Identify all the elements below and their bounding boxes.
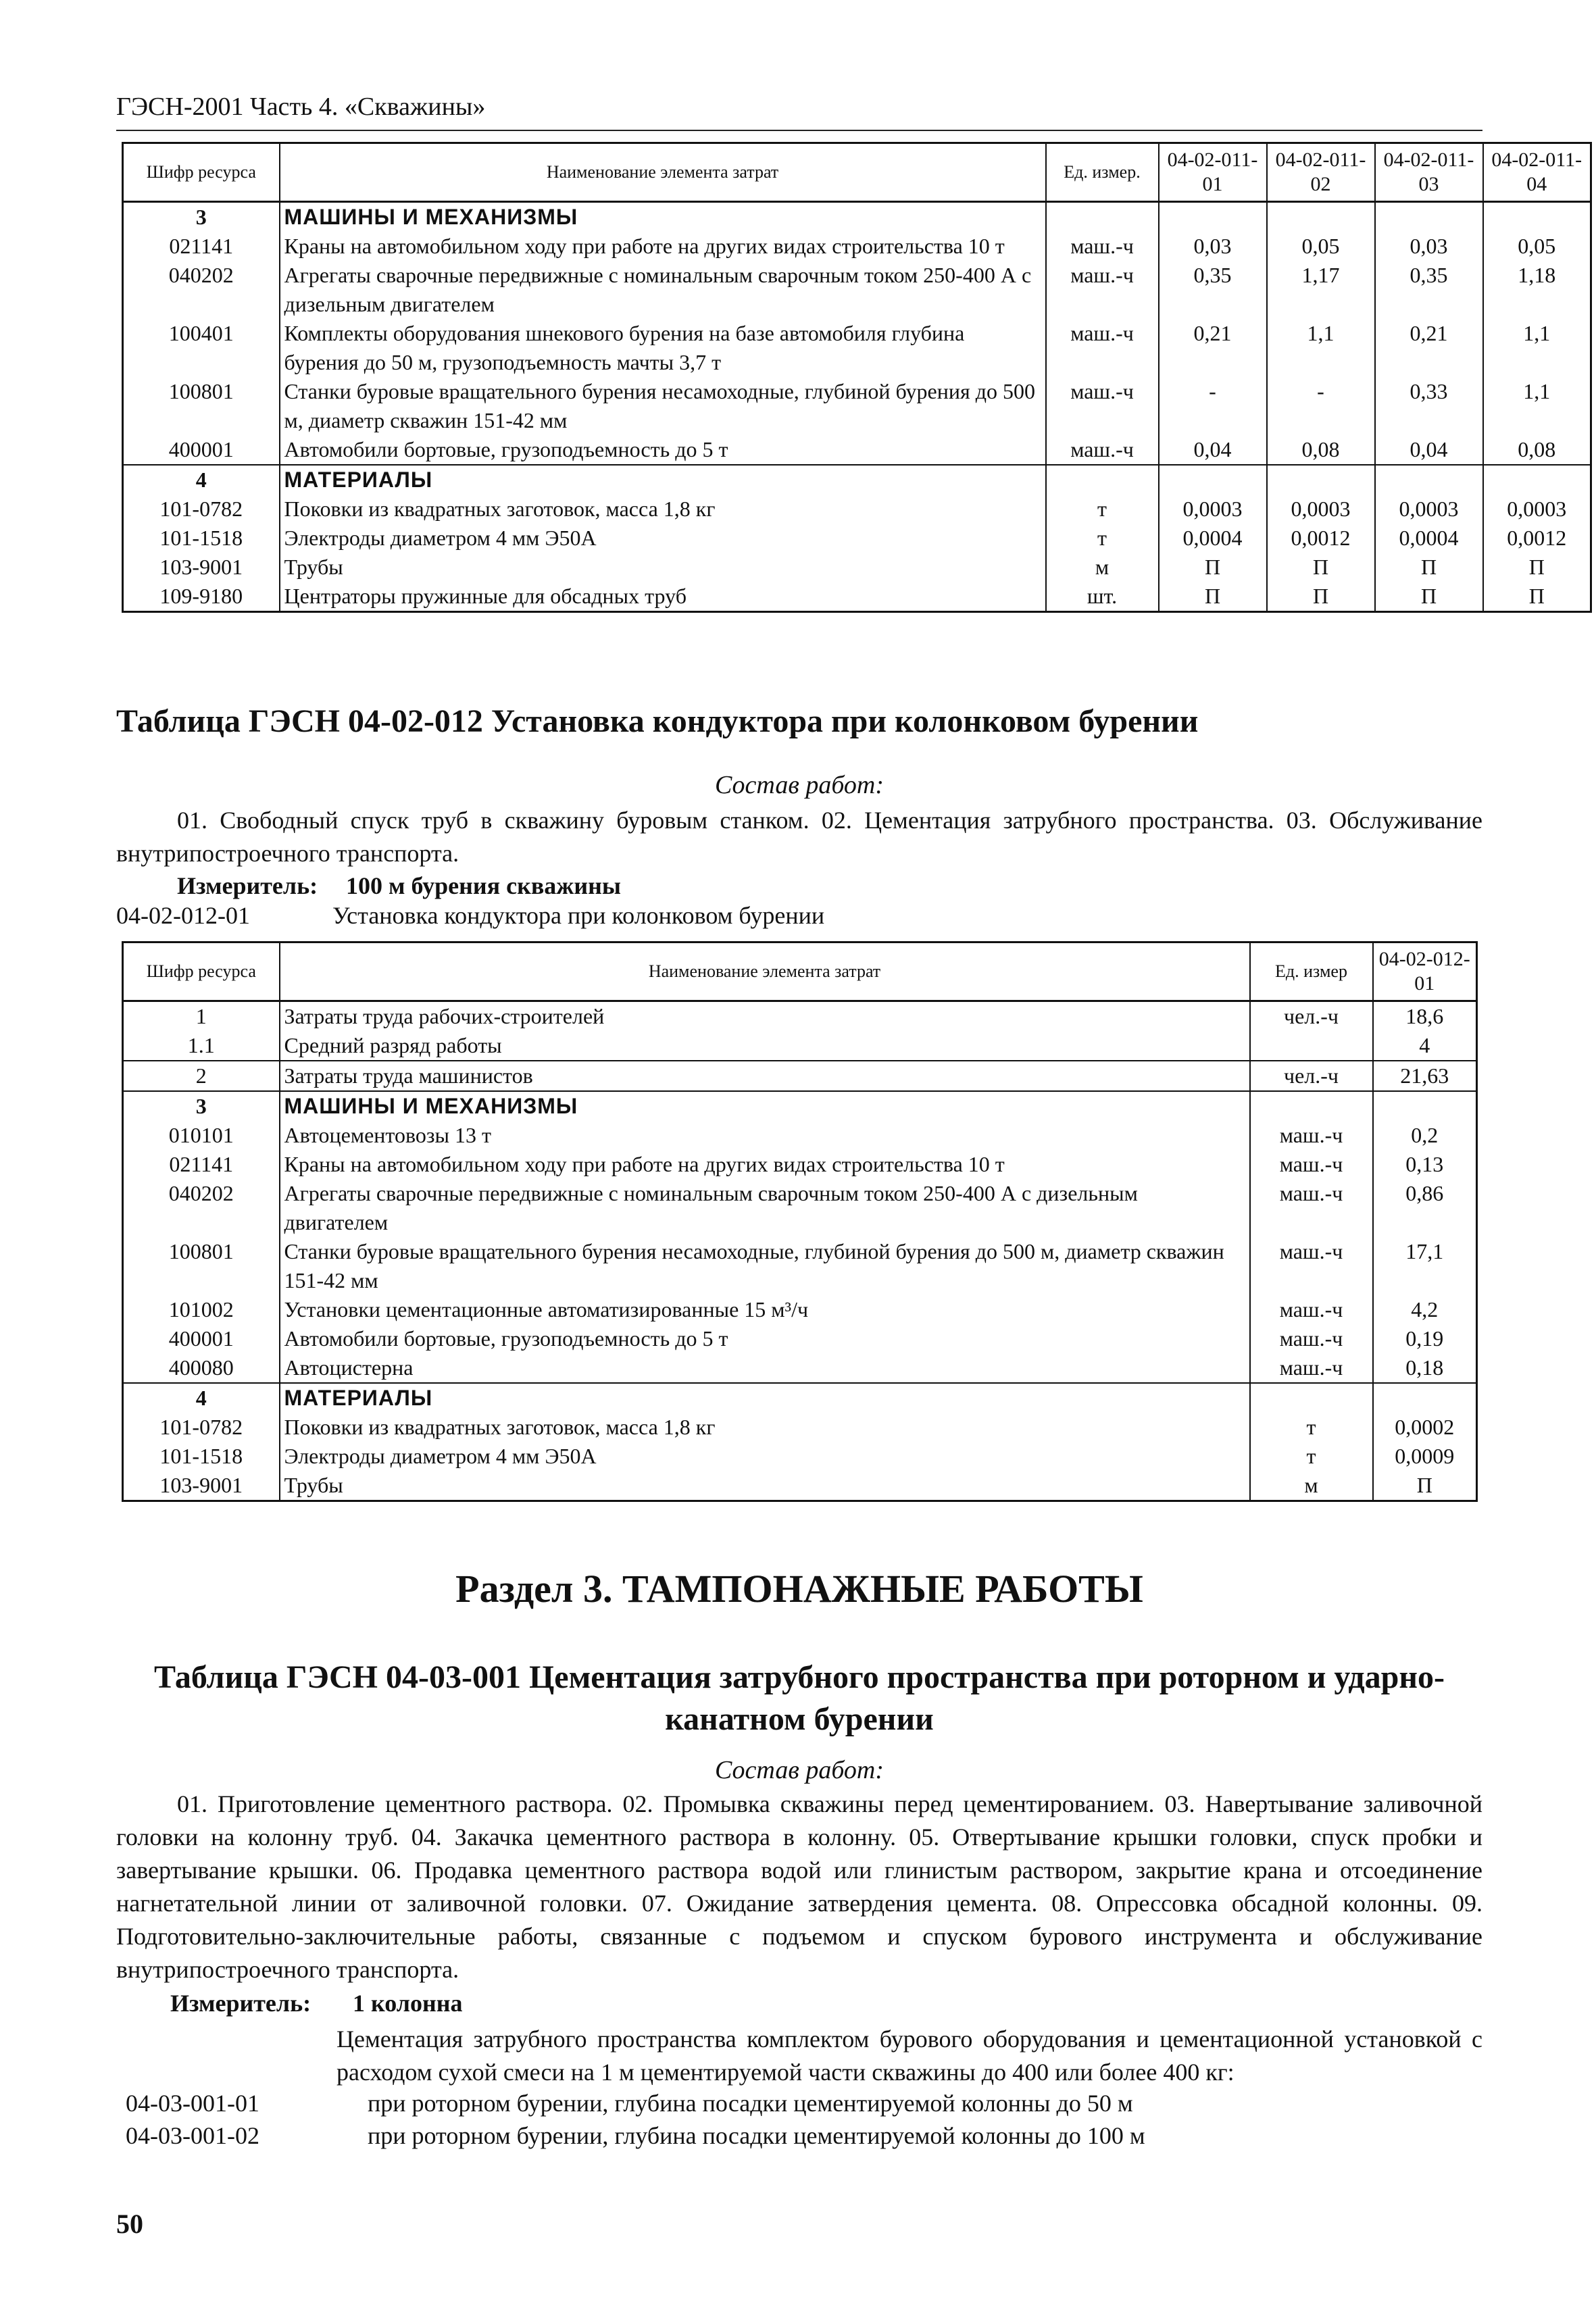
cost-element-name-cell: Электроды диаметром 4 мм Э50А xyxy=(280,524,1046,553)
table-row xyxy=(123,261,1591,319)
resource-code-cell: 4 xyxy=(123,465,280,495)
resource-code-cell: 010101 xyxy=(123,1121,280,1150)
cost-element-name-cell: Станки буровые вращательного бурения несамоходные, глубиной бурения до 500 м, диаметр скважин 151-42 мм xyxy=(280,377,1046,435)
cost-element-name-cell: Электроды диаметром 4 мм Э50А xyxy=(280,1442,1250,1471)
unit-cell: маш.-ч xyxy=(1046,261,1159,319)
table-row xyxy=(123,553,1591,582)
column-header: Шифр ресурса xyxy=(123,143,280,202)
norm-value-cell: 21,63 xyxy=(1373,1061,1477,1091)
item-code: 04-02-012-01 xyxy=(116,902,250,929)
cost-element-name-cell: Поковки из квадратных заготовок, масса 1,8 кг xyxy=(280,495,1046,524)
norm-value-cell: 0,05 xyxy=(1483,232,1591,261)
norm-value-cell: 0,0003 xyxy=(1375,495,1483,524)
resource-code-cell: 101-0782 xyxy=(123,1413,280,1442)
column-header: Наименование элемента затрат xyxy=(280,942,1250,1001)
table-title-04-03-001 xyxy=(116,1657,1482,1740)
work-composition-label: Состав работ: xyxy=(714,771,884,799)
resource-code-cell: 400001 xyxy=(123,1324,280,1353)
unit-cell: чел.-ч xyxy=(1250,1061,1373,1091)
norm-value-cell: 0,86 xyxy=(1373,1179,1477,1237)
work-composition-text: 01. Приготовление цементного раствора. 02. Промывка скважины перед цементированием. 03. Навертывание заливочной головки на колонну труб. 04. Закачка цементного раствора в колонну. 05. Отвертывание крышки головки, спуск пробки и завертывание крышки. 06. Продавка цементного раствора водой или глинистым раствором, закрытие крана и отсоединение нагнетательной линии от заливочной головки. 07. Ожидание затвердения цемента. 08. Опрессовка обсадной колонны. 09. Подготовительно-заключительные работы, связанные с подъемом и спуском бурового инструмента и обслуживание внутрипостроечного транспорта. xyxy=(116,1790,1482,1983)
norm-value-cell: 0,18 xyxy=(1373,1353,1477,1383)
norm-value-cell: П xyxy=(1373,1471,1477,1501)
norm-value-cell: 0,19 xyxy=(1373,1324,1477,1353)
cost-element-name-cell: МАТЕРИАЛЫ xyxy=(280,465,1046,495)
resource-code-cell: 3 xyxy=(123,1091,280,1121)
norm-value-cell xyxy=(1267,465,1375,495)
item-name: при роторном бурении, глубина посадки цементируемой колонны до 50 м xyxy=(368,2090,1133,2117)
table-row xyxy=(123,377,1591,435)
cost-element-name-cell: Агрегаты сварочные передвижные с номинальным сварочным током 250-400 А с дизельным двигателем xyxy=(280,261,1046,319)
unit-cell: маш.-ч xyxy=(1046,319,1159,377)
resource-code-cell: 101-0782 xyxy=(123,495,280,524)
unit-cell xyxy=(1250,1031,1373,1061)
resource-code-cell: 100801 xyxy=(123,377,280,435)
column-header: Ед. измер. xyxy=(1046,143,1159,202)
norm-value-cell: 0,08 xyxy=(1267,435,1375,465)
cost-element-name-cell: Средний разряд работы xyxy=(280,1031,1250,1061)
table-row xyxy=(123,1442,1477,1471)
table-row xyxy=(123,1471,1477,1501)
norm-value-cell: П xyxy=(1483,582,1591,612)
cost-element-name-cell: Трубы xyxy=(280,553,1046,582)
unit-cell: м xyxy=(1250,1471,1373,1501)
section-row xyxy=(123,1091,1477,1121)
section-row xyxy=(123,465,1591,495)
unit-cell: шт. xyxy=(1046,582,1159,612)
table-header-row xyxy=(123,942,1477,1001)
cost-element-name-cell: Установки цементационные автоматизированные 15 м³/ч xyxy=(280,1295,1250,1324)
norm-value-cell: 1,1 xyxy=(1483,319,1591,377)
table-body xyxy=(123,1001,1477,1501)
unit-cell: чел.-ч xyxy=(1250,1001,1373,1032)
unit-cell: маш.-ч xyxy=(1250,1179,1373,1237)
unit-cell: маш.-ч xyxy=(1046,435,1159,465)
table-row xyxy=(123,582,1591,612)
norm-value-cell: 0,04 xyxy=(1375,435,1483,465)
norm-value-cell: 0,0004 xyxy=(1159,524,1267,553)
table-row xyxy=(123,1061,1477,1091)
measure-label: Измеритель: xyxy=(170,1990,311,2017)
norm-value-cell: 0,08 xyxy=(1483,435,1591,465)
norm-value-cell: 0,0012 xyxy=(1483,524,1591,553)
table-row xyxy=(123,1353,1477,1383)
section-row xyxy=(123,202,1591,232)
column-header: 04-02-011-04 xyxy=(1483,143,1591,202)
norm-value-cell: 18,6 xyxy=(1373,1001,1477,1032)
norm-value-cell: 0,0003 xyxy=(1267,495,1375,524)
cost-element-name-cell: Поковки из квадратных заготовок, масса 1,8 кг xyxy=(280,1413,1250,1442)
norm-value-cell: 0,0003 xyxy=(1159,495,1267,524)
norm-value-cell: 0,03 xyxy=(1159,232,1267,261)
resource-code-cell: 100801 xyxy=(123,1237,280,1295)
column-header: Ед. измер xyxy=(1250,942,1373,1001)
table-row xyxy=(123,495,1591,524)
resource-code-cell: 400001 xyxy=(123,435,280,465)
measure-value: 1 колонна xyxy=(353,1990,463,2017)
cost-element-name-cell: Центраторы пружинные для обсадных труб xyxy=(280,582,1046,612)
table-row xyxy=(123,1001,1477,1032)
table-body xyxy=(123,202,1591,612)
intro-text: Цементация затрубного пространства комплектом бурового оборудования и цементационной установкой с расходом сухой смеси на 1 м цементируемой части скважины до 400 или более 400 кг: xyxy=(336,2026,1482,2086)
resource-code-cell: 2 xyxy=(123,1061,280,1091)
resource-table-04-02-012 xyxy=(122,941,1478,1502)
resource-code-cell: 1 xyxy=(123,1001,280,1032)
resource-code-cell: 101002 xyxy=(123,1295,280,1324)
norm-value-cell xyxy=(1483,465,1591,495)
unit-cell: т xyxy=(1046,495,1159,524)
norm-value-cell: П xyxy=(1159,553,1267,582)
table-row xyxy=(123,1237,1477,1295)
cost-element-name-cell: Автомобили бортовые, грузоподъемность до 5 т xyxy=(280,1324,1250,1353)
table-title-04-02-012: Таблица ГЭСН 04-02-012 Установка кондуктора при колонковом бурении xyxy=(116,703,1199,739)
norm-value-cell: 4,2 xyxy=(1373,1295,1477,1324)
norm-value-cell xyxy=(1373,1091,1477,1121)
norm-value-cell: 1,17 xyxy=(1267,261,1375,319)
measure-value: 100 м бурения скважины xyxy=(346,872,621,899)
item-code: 04-03-001-01 xyxy=(126,2090,259,2117)
norm-value-cell: 1,1 xyxy=(1483,377,1591,435)
unit-cell xyxy=(1046,202,1159,232)
column-header: 04-02-011-03 xyxy=(1375,143,1483,202)
measure-label: Измеритель: xyxy=(177,872,318,899)
resource-table-04-02-011 xyxy=(122,142,1592,613)
norm-value-cell: - xyxy=(1159,377,1267,435)
unit-cell: маш.-ч xyxy=(1046,377,1159,435)
resource-code-cell: 1.1 xyxy=(123,1031,280,1061)
running-header: ГЭСН-2001 Часть 4. «Скважины» xyxy=(116,93,486,121)
norm-value-cell: - xyxy=(1267,377,1375,435)
unit-cell: т xyxy=(1250,1413,1373,1442)
cost-element-name-cell: Затраты труда рабочих-строителей xyxy=(280,1001,1250,1032)
norm-value-cell: 0,0009 xyxy=(1373,1442,1477,1471)
norm-value-cell xyxy=(1375,202,1483,232)
norm-value-cell xyxy=(1375,465,1483,495)
resource-code-cell: 4 xyxy=(123,1383,280,1413)
norm-value-cell: 0,04 xyxy=(1159,435,1267,465)
table-row xyxy=(123,1324,1477,1353)
item-name: Установка кондуктора при колонковом бурении xyxy=(332,902,825,929)
unit-cell xyxy=(1046,465,1159,495)
unit-cell: т xyxy=(1046,524,1159,553)
column-header: Наименование элемента затрат xyxy=(280,143,1046,202)
unit-cell: м xyxy=(1046,553,1159,582)
resource-code-cell: 109-9180 xyxy=(123,582,280,612)
cost-element-name-cell: Краны на автомобильном ходу при работе на других видах строительства 10 т xyxy=(280,1150,1250,1179)
column-header: Шифр ресурса xyxy=(123,942,280,1001)
column-header: 04-02-011-01 xyxy=(1159,143,1267,202)
section-title: Раздел 3. ТАМПОНАЖНЫЕ РАБОТЫ xyxy=(455,1567,1143,1611)
cost-element-name-cell: Краны на автомобильном ходу при работе на других видах строительства 10 т xyxy=(280,232,1046,261)
cost-element-name-cell: Станки буровые вращательного бурения несамоходные, глубиной бурения до 500 м, диаметр скважин 151-42 мм xyxy=(280,1237,1250,1295)
cost-element-name-cell: Трубы xyxy=(280,1471,1250,1501)
norm-value-cell: П xyxy=(1375,553,1483,582)
table-title-line: канатном бурении xyxy=(665,1701,934,1737)
section-row xyxy=(123,1383,1477,1413)
unit-cell: маш.-ч xyxy=(1046,232,1159,261)
cost-element-name-cell: МАШИНЫ И МЕХАНИЗМЫ xyxy=(280,202,1046,232)
norm-value-cell: 0,0003 xyxy=(1483,495,1591,524)
norm-value-cell: 4 xyxy=(1373,1031,1477,1061)
table-row xyxy=(123,232,1591,261)
norm-value-cell: 0,05 xyxy=(1267,232,1375,261)
column-header: 04-02-011-02 xyxy=(1267,143,1375,202)
cost-element-name-cell: Агрегаты сварочные передвижные с номинальным сварочным током 250-400 А с дизельным двигателем xyxy=(280,1179,1250,1237)
resource-code-cell: 3 xyxy=(123,202,280,232)
norm-value-cell: 0,35 xyxy=(1159,261,1267,319)
unit-cell: маш.-ч xyxy=(1250,1121,1373,1150)
table-row xyxy=(123,1413,1477,1442)
header-rule xyxy=(116,130,1482,131)
table-row xyxy=(123,524,1591,553)
unit-cell: маш.-ч xyxy=(1250,1295,1373,1324)
norm-value-cell: П xyxy=(1375,582,1483,612)
page-number: 50 xyxy=(116,2209,143,2239)
unit-cell: т xyxy=(1250,1442,1373,1471)
resource-code-cell: 400080 xyxy=(123,1353,280,1383)
norm-value-cell xyxy=(1373,1383,1477,1413)
norm-value-cell: П xyxy=(1267,553,1375,582)
norm-value-cell: П xyxy=(1483,553,1591,582)
unit-cell: маш.-ч xyxy=(1250,1324,1373,1353)
norm-value-cell: 0,2 xyxy=(1373,1121,1477,1150)
cost-element-name-cell: Комплекты оборудования шнекового бурения на базе автомобиля глубина бурения до 50 м, грузоподъемность мачты 3,7 т xyxy=(280,319,1046,377)
resource-code-cell: 040202 xyxy=(123,1179,280,1237)
cost-element-name-cell: Автомобили бортовые, грузоподъемность до 5 т xyxy=(280,435,1046,465)
unit-cell: маш.-ч xyxy=(1250,1353,1373,1383)
resource-code-cell: 021141 xyxy=(123,232,280,261)
resource-code-cell: 040202 xyxy=(123,261,280,319)
norm-value-cell: 0,33 xyxy=(1375,377,1483,435)
cost-element-name-cell: Автоцементовозы 13 т xyxy=(280,1121,1250,1150)
resource-code-cell: 103-9001 xyxy=(123,1471,280,1501)
resource-code-cell: 101-1518 xyxy=(123,1442,280,1471)
norm-value-cell xyxy=(1483,202,1591,232)
table-row xyxy=(123,435,1591,465)
unit-cell: маш.-ч xyxy=(1250,1237,1373,1295)
resource-code-cell: 021141 xyxy=(123,1150,280,1179)
work-composition-text: 01. Свободный спуск труб в скважину буровым станком. 02. Цементация затрубного пространства. 03. Обслуживание внутрипостроечного транспорта. xyxy=(116,807,1482,867)
resource-code-cell: 101-1518 xyxy=(123,524,280,553)
resource-code-cell: 100401 xyxy=(123,319,280,377)
cost-element-name-cell: МАШИНЫ И МЕХАНИЗМЫ xyxy=(280,1091,1250,1121)
item-name: при роторном бурении, глубина посадки цементируемой колонны до 100 м xyxy=(368,2122,1145,2149)
norm-value-cell xyxy=(1159,465,1267,495)
norm-value-cell xyxy=(1267,202,1375,232)
norm-value-cell: 0,0012 xyxy=(1267,524,1375,553)
table-row xyxy=(123,1031,1477,1061)
resource-code-cell: 103-9001 xyxy=(123,553,280,582)
table-row xyxy=(123,1179,1477,1237)
column-header: 04-02-012-01 xyxy=(1373,942,1477,1001)
norm-value-cell: 0,21 xyxy=(1375,319,1483,377)
cost-element-name-cell: Затраты труда машинистов xyxy=(280,1061,1250,1091)
unit-cell xyxy=(1250,1091,1373,1121)
table-row xyxy=(123,319,1591,377)
table-row xyxy=(123,1150,1477,1179)
norm-value-cell: 17,1 xyxy=(1373,1237,1477,1295)
table-title-line: Таблица ГЭСН 04-03-001 Цементация затрубного пространства при роторном и ударно- xyxy=(154,1659,1445,1695)
work-composition-label: Состав работ: xyxy=(714,1756,884,1784)
norm-value-cell: 0,35 xyxy=(1375,261,1483,319)
cost-element-name-cell: МАТЕРИАЛЫ xyxy=(280,1383,1250,1413)
norm-value-cell xyxy=(1159,202,1267,232)
norm-value-cell: 0,21 xyxy=(1159,319,1267,377)
norm-value-cell: 0,13 xyxy=(1373,1150,1477,1179)
item-code: 04-03-001-02 xyxy=(126,2122,259,2149)
norm-value-cell: 1,1 xyxy=(1267,319,1375,377)
table-header-row xyxy=(123,143,1591,202)
norm-value-cell: П xyxy=(1267,582,1375,612)
norm-value-cell: 1,18 xyxy=(1483,261,1591,319)
norm-value-cell: П xyxy=(1159,582,1267,612)
table-row xyxy=(123,1121,1477,1150)
norm-value-cell: 0,0002 xyxy=(1373,1413,1477,1442)
norm-value-cell: 0,03 xyxy=(1375,232,1483,261)
norm-value-cell: 0,0004 xyxy=(1375,524,1483,553)
table-row xyxy=(123,1295,1477,1324)
cost-element-name-cell: Автоцистерна xyxy=(280,1353,1250,1383)
unit-cell: маш.-ч xyxy=(1250,1150,1373,1179)
unit-cell xyxy=(1250,1383,1373,1413)
